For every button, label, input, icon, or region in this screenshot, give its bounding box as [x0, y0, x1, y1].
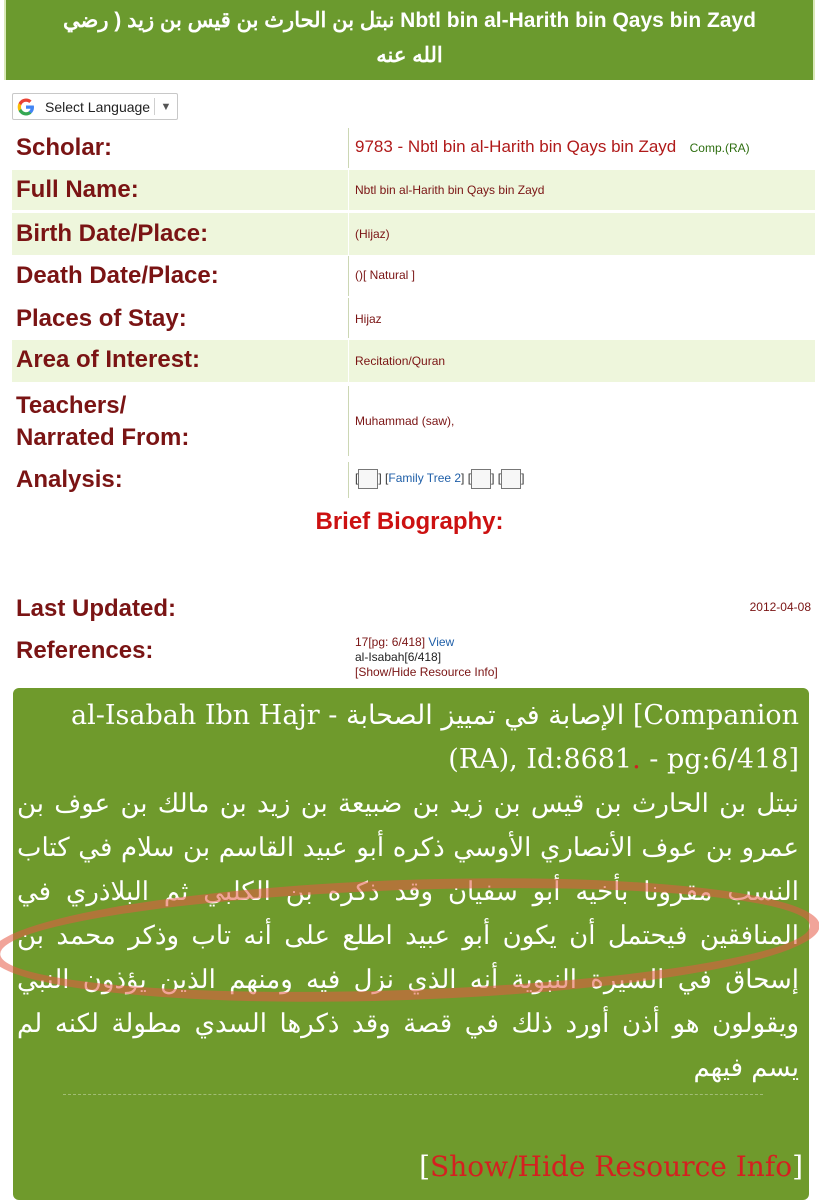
- reference-source: al-Isabah[6/418]: [355, 650, 442, 664]
- places-value: Hijaz: [355, 312, 382, 326]
- resource-body-text: نبتل بن الحارث بن قيس بن زيد بن ضبيعة بن زيد بن مالك بن عوف بن عمرو بن عوف الأنصاري الأوسي ذكره أبو عبيد القاسم بن سلام في كتاب النسب مقرونا بأخيه أبو سفيان وقد ذكره بن الكلبي ثم البلاذري في المنافقين فيحتمل أن يكون أبو عبيد اطلع على أنه تاب وذكر محمد بن إسحاق في السيرة النبوية أنه الذي نزل فيه ومنهم الذين يؤذون النبي ويقولون هو أذن أورد ذلك في قصة وقد ذكرها السدي مطولة لكنه لم يسم فيهم: [17, 789, 799, 1083]
- full-name-row: [12, 170, 815, 210]
- references-label: References:: [16, 637, 154, 664]
- resource-heading-dot: .: [632, 744, 641, 775]
- resource-heading-b-wrap: [448, 744, 799, 775]
- death-row: [12, 256, 815, 296]
- reference-line-1: [355, 635, 498, 650]
- column-divider: [348, 462, 349, 498]
- resource-heading-a: Companion] الإصابة في تمييز الصحابة - al-Isabah Ibn Hajr: [71, 700, 799, 731]
- brief-biography-heading: Brief Biography:: [315, 508, 504, 535]
- show-hide-label: Show/Hide Resource Info: [430, 1150, 793, 1183]
- full-name-label: Full Name:: [16, 176, 139, 203]
- bracket-open: [: [419, 1150, 431, 1183]
- interest-label: Area of Interest:: [16, 346, 201, 373]
- show-hide-resource-button[interactable]: [419, 1150, 803, 1183]
- scholar-portrait-icon[interactable]: [471, 469, 491, 489]
- scholar-row: [12, 128, 815, 168]
- page-header: [4, 0, 815, 80]
- page-title: نبتل بن الحارث بن قيس بن زيد ( رضي Nbtl bin al-Harith bin Qays bin Zayd: [62, 9, 757, 32]
- analysis-label: Analysis:: [16, 466, 123, 493]
- resource-heading-c: - pg:6/418]: [640, 744, 799, 775]
- scholar-value-wrap: [355, 137, 750, 157]
- last-updated-label: Last Updated:: [16, 595, 177, 622]
- scholar-value: 9783 - Nbtl bin al-Harith bin Qays bin Zayd: [355, 137, 677, 156]
- teachers-label-line2: Narrated From:: [16, 424, 190, 451]
- last-updated-value: 2012-04-08: [749, 600, 811, 614]
- death-label: Death Date/Place:: [16, 262, 219, 289]
- column-divider: [348, 340, 349, 382]
- resource-heading: [19, 694, 799, 782]
- column-divider: [348, 298, 349, 338]
- interest-value: Recitation/Quran: [355, 354, 446, 368]
- show-hide-resource-link[interactable]: [Show/Hide Resource Info]: [355, 665, 498, 679]
- language-selector[interactable]: [12, 93, 178, 120]
- reference-page: 17[pg: 6/418]: [355, 635, 426, 649]
- resource-info-panel: [13, 688, 809, 1200]
- column-divider: [348, 128, 349, 168]
- resource-heading-b: (RA), Id:8681: [448, 744, 633, 775]
- family-tree-link[interactable]: Family Tree 2: [388, 471, 462, 486]
- column-divider: [348, 256, 349, 296]
- scholar-label: Scholar:: [16, 134, 113, 161]
- bracket-close: ]: [792, 1150, 803, 1183]
- divider: [63, 1094, 763, 1096]
- page-title-line2: الله عنه: [376, 44, 443, 67]
- interest-row: [12, 340, 815, 382]
- google-icon: [17, 98, 41, 116]
- birth-value: (Hijaz): [355, 227, 390, 241]
- birth-label: Birth Date/Place:: [16, 220, 209, 247]
- places-row: [12, 298, 815, 338]
- language-selector-label: Select Language: [45, 98, 151, 115]
- teachers-row: [12, 386, 815, 456]
- birth-row: [12, 213, 815, 255]
- chevron-down-icon[interactable]: ▼: [160, 100, 172, 113]
- analysis-links: [ ] [Family Tree 2] [ ] [ ]: [355, 469, 524, 489]
- teachers-value[interactable]: Muhammad (saw),: [355, 414, 455, 428]
- column-divider: [348, 170, 349, 210]
- references-list: [355, 635, 498, 680]
- death-value: ()[ Natural ]: [355, 268, 416, 282]
- full-name-value: Nbtl bin al-Harith bin Qays bin Zayd: [355, 183, 545, 197]
- companion-badge: Comp.(RA): [689, 141, 750, 155]
- column-divider: [348, 213, 349, 255]
- view-reference-link[interactable]: View: [428, 635, 455, 649]
- teachers-label-line1: Teachers/: [16, 392, 127, 419]
- places-label: Places of Stay:: [16, 305, 187, 332]
- column-divider: [348, 386, 349, 456]
- analysis-row: [12, 462, 815, 498]
- tree-icon[interactable]: [358, 469, 378, 489]
- graduate-icon[interactable]: [501, 469, 521, 489]
